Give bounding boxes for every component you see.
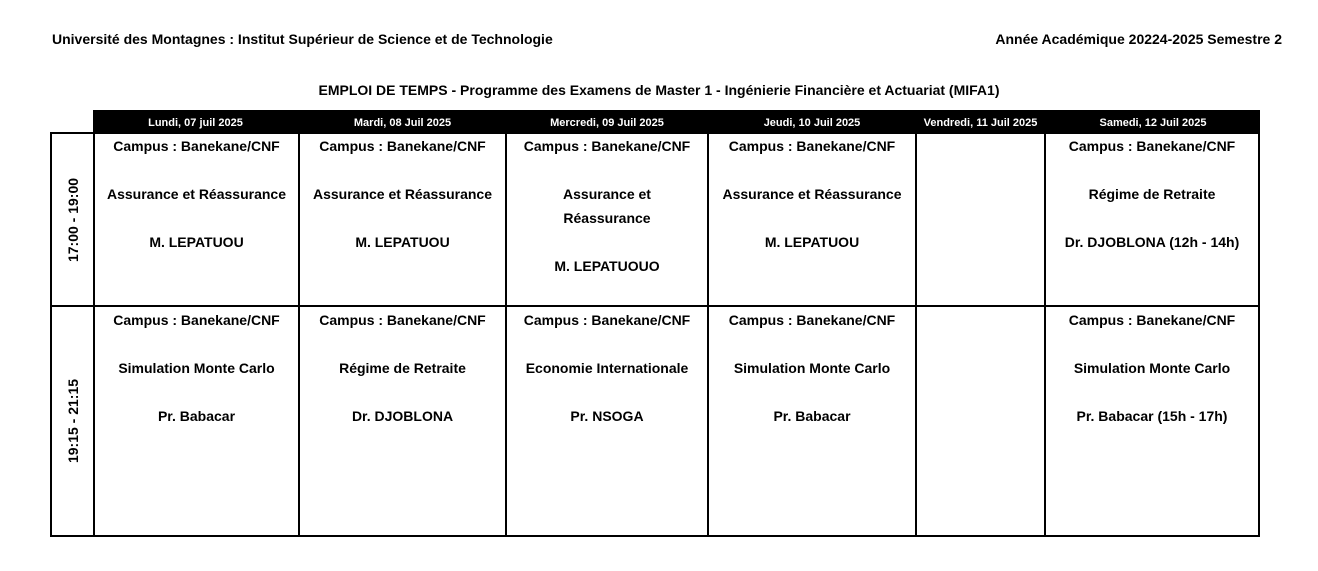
exam-cell (300, 134, 505, 254)
course-text: Assurance et Réassurance (107, 186, 286, 202)
teacher-text: Pr. Babacar (15h - 17h) (1076, 408, 1228, 424)
campus-text: Campus : Banekane/CNF (319, 138, 486, 154)
teacher-text: Dr. DJOBLONA (12h - 14h) (1064, 234, 1240, 250)
course-text: Réassurance (563, 210, 651, 226)
grid-line (50, 305, 1260, 307)
exam-cell (95, 134, 298, 254)
campus-text: Campus : Banekane/CNF (523, 138, 691, 154)
teacher-text: M. LEPATUOU (764, 234, 860, 250)
campus-text: Campus : Banekane/CNF (113, 312, 280, 328)
course-text: Assurance et Réassurance (722, 186, 902, 202)
exam-cell (507, 134, 707, 278)
teacher-text: Pr. Babacar (773, 408, 851, 424)
course-text: Simulation Monte Carlo (118, 360, 275, 376)
teacher-text: M. LEPATUOU (149, 234, 244, 250)
time-label-slot-2: 19:15 - 21:15 (64, 378, 81, 464)
campus-text: Campus : Banekane/CNF (113, 138, 280, 154)
day-header-monday: Lundi, 07 juil 2025 (148, 117, 243, 129)
grid-line (50, 535, 1260, 537)
document-title: EMPLOI DE TEMPS - Programme des Examens de Master 1 - Ingénierie Financière et Actuariat (MIFA1) (318, 82, 1000, 98)
campus-text: Campus : Banekane/CNF (1068, 312, 1236, 328)
day-header-wednesday: Mercredi, 09 Juil 2025 (550, 117, 664, 129)
course-text: Economie Internationale (525, 360, 689, 376)
campus-text: Campus : Banekane/CNF (1068, 138, 1236, 154)
academic-year: Année Académique 20224-2025 Semestre 2 (995, 31, 1282, 47)
teacher-text: Dr. DJOBLONA (351, 408, 454, 424)
course-text: Simulation Monte Carlo (1073, 360, 1231, 376)
teacher-text: Pr. NSOGA (570, 408, 644, 424)
day-header-friday: Vendredi, 11 Juil 2025 (923, 117, 1038, 129)
exam-cell (507, 308, 707, 428)
exam-cell (709, 134, 915, 254)
exam-cell (709, 308, 915, 428)
day-header-saturday: Samedi, 12 Juil 2025 (1099, 117, 1207, 129)
exam-cell (300, 308, 505, 428)
campus-text: Campus : Banekane/CNF (319, 312, 486, 328)
exam-cell (1046, 134, 1258, 254)
grid-line (1258, 132, 1260, 537)
course-text: Régime de Retraite (1088, 186, 1216, 202)
day-header-tuesday: Mardi, 08 Juil 2025 (353, 117, 452, 129)
course-text: Assurance et Réassurance (313, 186, 492, 202)
grid-line (915, 132, 917, 537)
course-text: Assurance et (563, 186, 651, 202)
time-label-slot-1: 17:00 - 19:00 (64, 177, 81, 262)
day-header-thursday: Jeudi, 10 Juil 2025 (763, 117, 861, 129)
campus-text: Campus : Banekane/CNF (728, 312, 896, 328)
exam-cell (95, 308, 298, 428)
teacher-text: M. LEPATUOU (355, 234, 450, 250)
institution-name: Université des Montagnes : Institut Supérieur de Science et de Technologie (52, 31, 553, 47)
course-text: Simulation Monte Carlo (733, 360, 891, 376)
campus-text: Campus : Banekane/CNF (523, 312, 691, 328)
teacher-text: Pr. Babacar (157, 408, 236, 424)
campus-text: Campus : Banekane/CNF (728, 138, 896, 154)
exam-cell (1046, 308, 1258, 428)
day-header-band (93, 110, 1260, 132)
timetable-grid (50, 132, 1260, 537)
teacher-text: M. LEPATUOUO (554, 258, 660, 274)
course-text: Régime de Retraite (339, 360, 466, 376)
